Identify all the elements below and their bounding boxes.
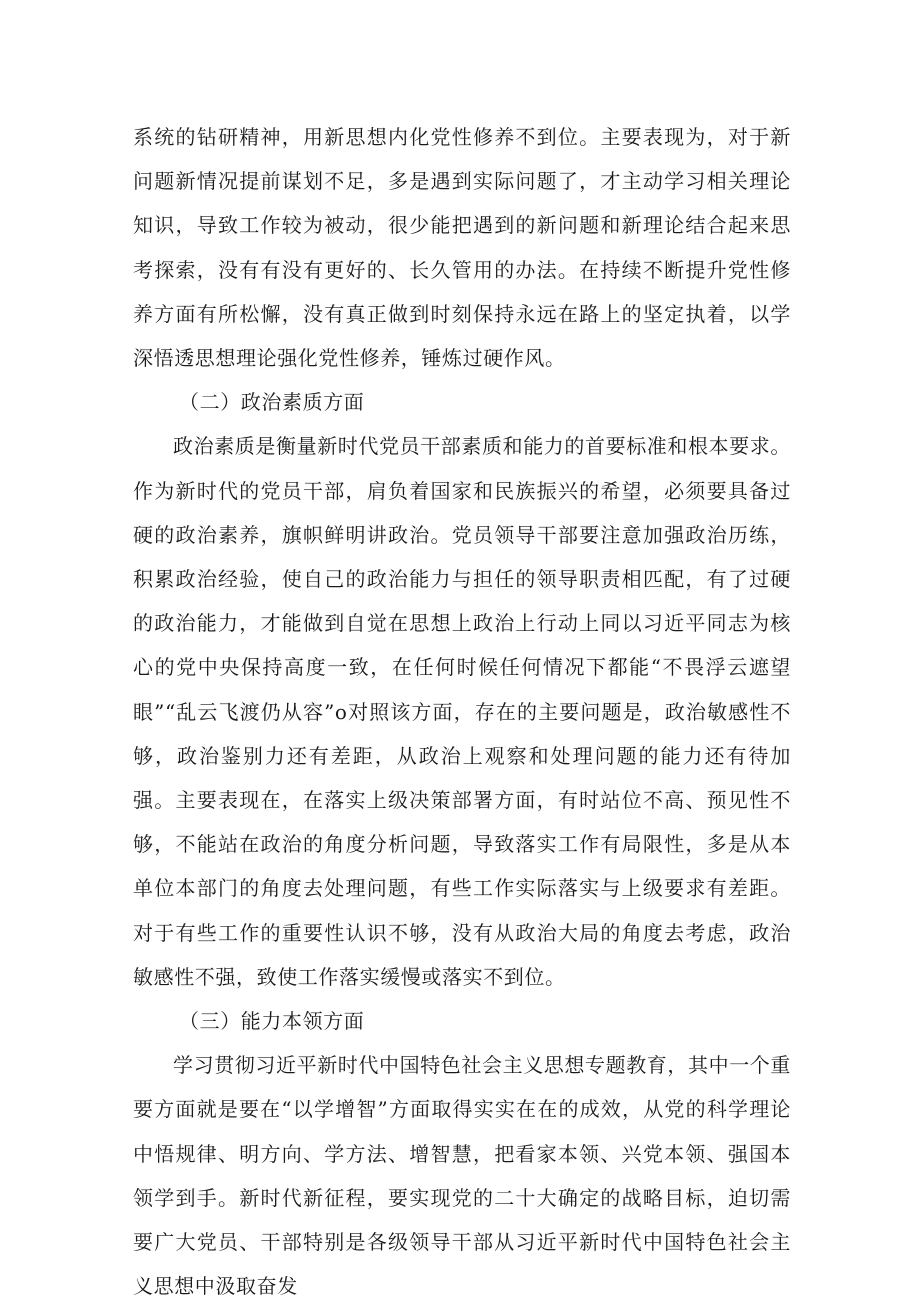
document-body	[133, 115, 791, 1308]
section-heading-capability: （三）能力本领方面	[179, 1009, 365, 1034]
paragraph-political-quality: 政治素质是衡量新时代党员干部素质和能力的首要标准和根本要求。作为新时代的党员干部，肩负着国家和民族振兴的希望，必须要具备过硬的政治素养，旗帜鲜明讲政治。党员领导干部要注意加强政治历练，积累政治经验，使自己的政治能力与担任的领导职责相匹配，有了过硬的政治能力，才能做到自觉在思想上政治上行动上同以习近平同志为核心的党中央保持高度一致，在任何时候任何情况下都能“不畏浮云遮望眼”“乱云飞渡仍从容”o对照该方面，存在的主要问题是，政治敏感性不够，政治鉴别力还有差距，从政治上观察和处理问题的能力还有待加强。主要表现在，在落实上级决策部署方面，有时站位不高、预见性不够，不能站在政治的角度分析问题，导致落实工作有局限性，多是从本单位本部门的角度去处理问题，有些工作实际落实与上级要求有差距。对于有些工作的重要性认识不够，没有从政治大局的角度去考虑，政治敏感性不强，致使工作落实缓慢或落实不到位。	[133, 434, 791, 989]
paragraph-continuation: 系统的钻研精神，用新思想内化党性修养不到位。主要表现为，对于新问题新情况提前谋划不足，多是遇到实际问题了，才主动学习相关理论知识，导致工作较为被动，很少能把遇到的新问题和新理论结合起来思考探索，没有有没有更好的、长久管用的办法。在持续不断提升党性修养方面有所松懈，没有真正做到时刻保持永远在路上的坚定执着，以学深悟透思想理论强化党性修养，锤炼过硬作风。	[133, 125, 791, 371]
paragraph-capability: 学习贯彻习近平新时代中国特色社会主义思想专题教育，其中一个重要方面就是要在“以学增智”方面取得实实在在的成效，从党的科学理论中悟规律、明方向、学方法、增智慧，把看家本领、兴党本领、强国本领学到手。新时代新征程，要实现党的二十大确定的战略目标，迫切需要广大党员、干部特别是各级领导干部从习近平新时代中国特色社会主义思想中汲取奋发	[133, 1053, 791, 1299]
section-heading-political-quality: （二）政治素质方面	[179, 390, 365, 415]
